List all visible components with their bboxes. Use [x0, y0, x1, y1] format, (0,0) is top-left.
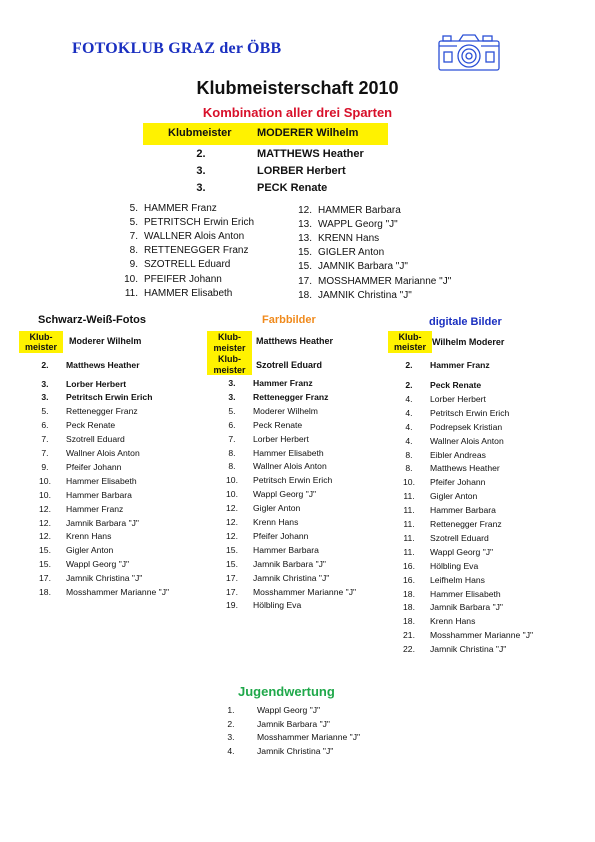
name: Petritsch Erwin Erich: [66, 392, 153, 403]
rank: 7.: [129, 231, 138, 243]
ranking-row: [402, 519, 592, 531]
rank: 17.: [226, 586, 238, 597]
name: Peck Renate: [253, 419, 303, 430]
name: Krenn Hans: [430, 616, 476, 627]
name: Peck Renate: [430, 380, 482, 390]
camera-icon: [437, 32, 501, 72]
rank: 22.: [403, 644, 415, 655]
rank: 10.: [226, 489, 238, 500]
rank: 12.: [226, 517, 238, 527]
badge-line: Klub-: [29, 332, 53, 342]
ranking-row: [402, 644, 592, 656]
badge-line: meister: [24, 342, 58, 352]
ranking-row: [225, 517, 405, 529]
rank: 12.: [226, 503, 238, 514]
badge-line: meister: [213, 343, 246, 353]
name: Lorber Herbert: [430, 393, 486, 404]
name: WAPPL Georg "J": [318, 219, 398, 231]
rank: 7.: [41, 448, 49, 458]
ranking-row: [224, 705, 424, 717]
name: Hammer Franz: [430, 360, 490, 370]
name: WALLNER Alois Anton: [144, 231, 245, 243]
master-label: Klubmeister: [168, 127, 232, 139]
name: Szotrell Eduard: [430, 532, 489, 543]
ranking-row: [402, 408, 592, 420]
ranking-row: [402, 589, 592, 601]
rank: 5.: [129, 217, 138, 229]
ranking-row: [225, 531, 405, 543]
name: LORBER Herbert: [257, 165, 346, 177]
ranking-row: [120, 259, 300, 272]
name: Wallner Alois Anton: [430, 435, 504, 446]
ranking-row: [402, 616, 592, 628]
rank: 16.: [403, 560, 415, 571]
ranking-row: [294, 219, 494, 232]
ranking-row: [120, 245, 300, 258]
rank: 10.: [124, 273, 138, 285]
name: Wallner Alois Anton: [66, 448, 140, 458]
ranking-row: [38, 462, 218, 474]
rank: 10.: [39, 475, 51, 486]
rank: 3.: [196, 165, 206, 177]
rank: 2.: [41, 360, 49, 370]
ranking-row: [402, 630, 592, 642]
name: HAMMER Elisabeth: [144, 287, 233, 299]
name: Hölbling Eva: [430, 560, 479, 571]
name: HAMMER Barbara: [318, 205, 401, 216]
heading-farbbilder: Farbbilder: [262, 314, 316, 326]
ranking-row: [294, 276, 494, 289]
ranking-row: [402, 602, 592, 614]
ranking-row: [38, 490, 218, 502]
rank: 12.: [39, 531, 51, 542]
rank: 5.: [41, 406, 49, 417]
name: Eibler Andreas: [430, 449, 486, 460]
ranking-row: [120, 231, 300, 244]
ranking-row: [38, 420, 218, 432]
rank: 6.: [41, 420, 49, 431]
ranking-row: [225, 378, 405, 390]
name: Hölbling Eva: [253, 600, 302, 611]
name: Jamnik Christina "J": [257, 745, 334, 756]
ranking-row: [120, 217, 300, 230]
rank: 3.: [227, 732, 235, 742]
name: SZOTRELL Eduard: [144, 259, 231, 271]
name: Jamnik Christina "J": [253, 572, 330, 583]
youth-heading: Jugendwertung: [238, 684, 335, 699]
name: PECK Renate: [257, 182, 328, 194]
rank: 11.: [403, 505, 415, 516]
name: Wallner Alois Anton: [253, 461, 327, 472]
name: Pfeifer Johann: [253, 530, 309, 541]
ranking-row: [294, 261, 494, 274]
name: Jamnik Barbara "J": [257, 718, 330, 729]
badge-line: Klub-: [398, 332, 422, 342]
rank: 7.: [228, 433, 236, 444]
ranking-row: [402, 561, 592, 573]
rank: 9.: [41, 461, 49, 472]
name: Petritsch Erwin Erich: [430, 407, 510, 418]
rank: 3.: [41, 378, 49, 389]
rank: 17.: [298, 275, 312, 287]
ranking-row: [225, 587, 405, 599]
name: Gigler Anton: [430, 491, 478, 502]
name: PETRITSCH Erwin Erich: [144, 217, 255, 229]
heading-digitale: digitale Bilder: [429, 316, 502, 328]
youth-ranking-list: [224, 705, 424, 765]
ranking-row: [38, 545, 218, 557]
rank: 18.: [403, 602, 415, 613]
name: Matthews Heather: [66, 360, 140, 370]
ranking-row: [225, 434, 405, 446]
farb-ranking-list: [225, 378, 405, 618]
rank: 2.: [196, 148, 206, 160]
farb-master-name-2: Szotrell Eduard: [256, 360, 323, 370]
name: KRENN Hans: [318, 233, 380, 245]
ranking-row: [402, 436, 592, 448]
digi-master-name: Wilhelm Moderer: [432, 337, 505, 347]
klubmeister-badge: [19, 331, 63, 353]
name: Lorber Herbert: [253, 433, 309, 444]
name: Krenn Hans: [66, 531, 112, 542]
ranking-row: [402, 505, 592, 517]
rank: 7.: [41, 434, 49, 445]
rank: 12.: [226, 530, 238, 541]
ranking-row: [38, 504, 218, 516]
rank: 3.: [196, 182, 206, 194]
ranking-row: [225, 475, 405, 487]
rank: 5.: [228, 405, 236, 416]
ranking-row: [402, 491, 592, 503]
rank: 15.: [39, 559, 51, 570]
name: HAMMER Franz: [144, 203, 217, 214]
rank: 11.: [124, 287, 138, 299]
page-subtitle: Kombination aller drei Sparten: [202, 105, 393, 120]
name: Mosshammer Marianne "J": [430, 630, 534, 641]
name: Matthews Heather: [430, 463, 500, 474]
ranking-row: [38, 518, 218, 530]
rank: 15.: [226, 544, 238, 555]
ranking-row: [224, 746, 424, 758]
ranking-row: [38, 392, 218, 404]
rank: 6.: [228, 419, 236, 430]
name: Hammer Elisabeth: [253, 447, 324, 458]
rank: 21.: [403, 630, 415, 641]
ranking-row: [38, 379, 218, 391]
rank: 17.: [39, 573, 51, 584]
podium-row: [190, 165, 390, 179]
rank: 2.: [405, 380, 413, 390]
rank: 13.: [298, 219, 312, 231]
name: Hammer Franz: [253, 378, 313, 388]
digi-ranking-list: [402, 360, 592, 660]
name: Jamnik Barbara "J": [253, 558, 326, 569]
rank: 8.: [129, 245, 138, 257]
rank: 15.: [298, 261, 312, 273]
rank: 4.: [405, 407, 413, 418]
name: MATTHEWS Heather: [257, 148, 364, 160]
rank: 4.: [405, 435, 413, 446]
rank: 10.: [403, 477, 415, 488]
badge-line: meister: [213, 365, 246, 375]
page-title: Klubmeisterschaft 2010: [196, 78, 399, 98]
podium-row: [190, 148, 390, 162]
rank: 18.: [403, 616, 415, 627]
farb-master-name-1: Matthews Heather: [256, 336, 334, 346]
rank: 2.: [405, 360, 413, 370]
ranking-row: [402, 394, 592, 406]
rank: 2.: [227, 718, 235, 729]
ranking-row: [402, 533, 592, 545]
name: Rettenegger Franz: [430, 519, 502, 529]
sw-ranking-list: [38, 360, 218, 610]
combined-list-right: [294, 205, 494, 305]
ranking-row: [225, 559, 405, 571]
rank: 8.: [405, 449, 413, 460]
ranking-row: [225, 406, 405, 418]
name: Moderer Wilhelm: [253, 405, 318, 416]
ranking-row: [294, 290, 494, 303]
ranking-row: [225, 545, 405, 557]
name: Petritsch Erwin Erich: [253, 475, 333, 486]
ranking-row: [225, 420, 405, 432]
name: Hammer Barbara: [253, 544, 319, 555]
ranking-row: [38, 434, 218, 446]
ranking-row: [225, 489, 405, 501]
name: Wappl Georg "J": [257, 705, 321, 715]
name: Szotrell Eduard: [66, 434, 125, 445]
name: Jamnik Christina "J": [430, 644, 507, 655]
ranking-row: [402, 450, 592, 462]
combined-list-left: [120, 203, 300, 303]
ranking-row: [225, 461, 405, 473]
rank: 12.: [298, 205, 312, 216]
heading-sw: Schwarz-Weiß-Fotos: [38, 314, 146, 326]
name: Mosshammer Marianne "J": [66, 587, 170, 597]
ranking-row: [120, 288, 300, 301]
name: Wappl Georg "J": [430, 546, 494, 557]
ranking-row: [224, 732, 424, 744]
rank: 13.: [298, 233, 312, 245]
name: Gigler Anton: [253, 503, 301, 514]
ranking-row: [38, 448, 218, 460]
rank: 17.: [226, 572, 238, 583]
ranking-row: [294, 205, 494, 218]
rank: 11.: [403, 519, 415, 529]
ranking-row: [225, 392, 405, 404]
name: Hammer Barbara: [66, 489, 132, 500]
ranking-row: [402, 360, 592, 372]
rank: 10.: [39, 489, 51, 500]
rank: 3.: [41, 392, 49, 403]
ranking-row: [402, 422, 592, 434]
rank: 4.: [227, 745, 235, 756]
rank: 15.: [39, 545, 51, 556]
ranking-row: [224, 719, 424, 731]
badge-line: Klub-: [218, 332, 241, 342]
ranking-row: [38, 406, 218, 418]
name: Rettenegger Franz: [66, 406, 138, 417]
badge-line: Klub-: [218, 354, 241, 364]
badge-line: meister: [393, 342, 427, 352]
rank: 10.: [226, 475, 238, 486]
rank: 3.: [228, 378, 236, 388]
master-name: MODERER Wilhelm: [257, 127, 359, 139]
name: Pfeifer Johann: [66, 461, 122, 472]
club-name: FOTOKLUB GRAZ der ÖBB: [72, 40, 282, 57]
name: Krenn Hans: [253, 517, 299, 527]
rank: 19.: [226, 600, 238, 611]
ranking-row: [38, 559, 218, 571]
name: Jamnik Barbara "J": [430, 602, 503, 613]
name: JAMNIK Christina "J": [318, 289, 412, 301]
name: Gigler Anton: [66, 545, 114, 556]
rank: 8.: [405, 463, 413, 474]
name: Hammer Franz: [66, 503, 124, 514]
name: JAMNIK Barbara "J": [318, 261, 408, 273]
rank: 3.: [228, 391, 236, 402]
name: Mosshammer Marianne "J": [257, 732, 361, 742]
rank: 11.: [403, 546, 415, 557]
sw-master-name: Moderer Wilhelm: [69, 336, 142, 346]
name: Peck Renate: [66, 420, 116, 431]
name: RETTENEGGER Franz: [144, 245, 249, 257]
ranking-row: [120, 274, 300, 287]
ranking-row: [38, 476, 218, 488]
name: Podrepsek Kristian: [430, 421, 503, 432]
rank: 4.: [405, 421, 413, 432]
rank: 12.: [39, 503, 51, 514]
ranking-row: [402, 575, 592, 587]
ranking-row: [38, 573, 218, 585]
ranking-row: [225, 573, 405, 585]
ranking-row: [225, 600, 405, 612]
rank: 15.: [298, 247, 312, 259]
ranking-row: [402, 547, 592, 559]
name: Wappl Georg "J": [66, 559, 130, 570]
ranking-row: [402, 463, 592, 475]
rank: 16.: [403, 574, 415, 585]
name: Jamnik Barbara "J": [66, 517, 139, 528]
ranking-row: [38, 360, 218, 372]
ranking-row: [120, 203, 300, 216]
rank: 8.: [228, 447, 236, 458]
rank: 9.: [129, 259, 138, 271]
rank: 18.: [298, 289, 312, 301]
rank: 11.: [403, 491, 415, 502]
name: Lorber Herbert: [66, 378, 127, 389]
rank: 4.: [405, 393, 413, 404]
name: Hammer Elisabeth: [66, 475, 137, 486]
name: Jamnik Christina "J": [66, 573, 143, 584]
name: Wappl Georg "J": [253, 489, 317, 500]
name: GIGLER Anton: [318, 247, 385, 259]
name: Hammer Barbara: [430, 505, 496, 516]
klubmeister-badge: [388, 331, 432, 353]
rank: 8.: [228, 461, 236, 472]
name: Hammer Elisabeth: [430, 588, 501, 599]
rank: 12.: [39, 517, 51, 528]
name: MOSSHAMMER Marianne "J": [318, 275, 452, 287]
name: Mosshammer Marianne "J": [253, 586, 357, 597]
rank: 18.: [39, 587, 51, 597]
rank: 15.: [226, 558, 238, 569]
rank: 18.: [403, 588, 415, 599]
ranking-row: [225, 448, 405, 460]
ranking-row: [402, 477, 592, 489]
ranking-row: [38, 531, 218, 543]
rank: 5.: [129, 203, 138, 214]
name: Pfeifer Johann: [430, 477, 486, 488]
ranking-row: [38, 587, 218, 599]
ranking-row: [225, 503, 405, 515]
rank: 11.: [403, 532, 415, 543]
name: Leifhelm Hans: [430, 574, 485, 585]
rank: 1.: [227, 705, 235, 715]
name: Rettenegger Franz: [253, 391, 329, 402]
ranking-row: [402, 380, 592, 392]
ranking-row: [294, 233, 494, 246]
name: PFEIFER Johann: [144, 273, 222, 285]
ranking-row: [294, 247, 494, 260]
podium-row: [190, 182, 390, 196]
